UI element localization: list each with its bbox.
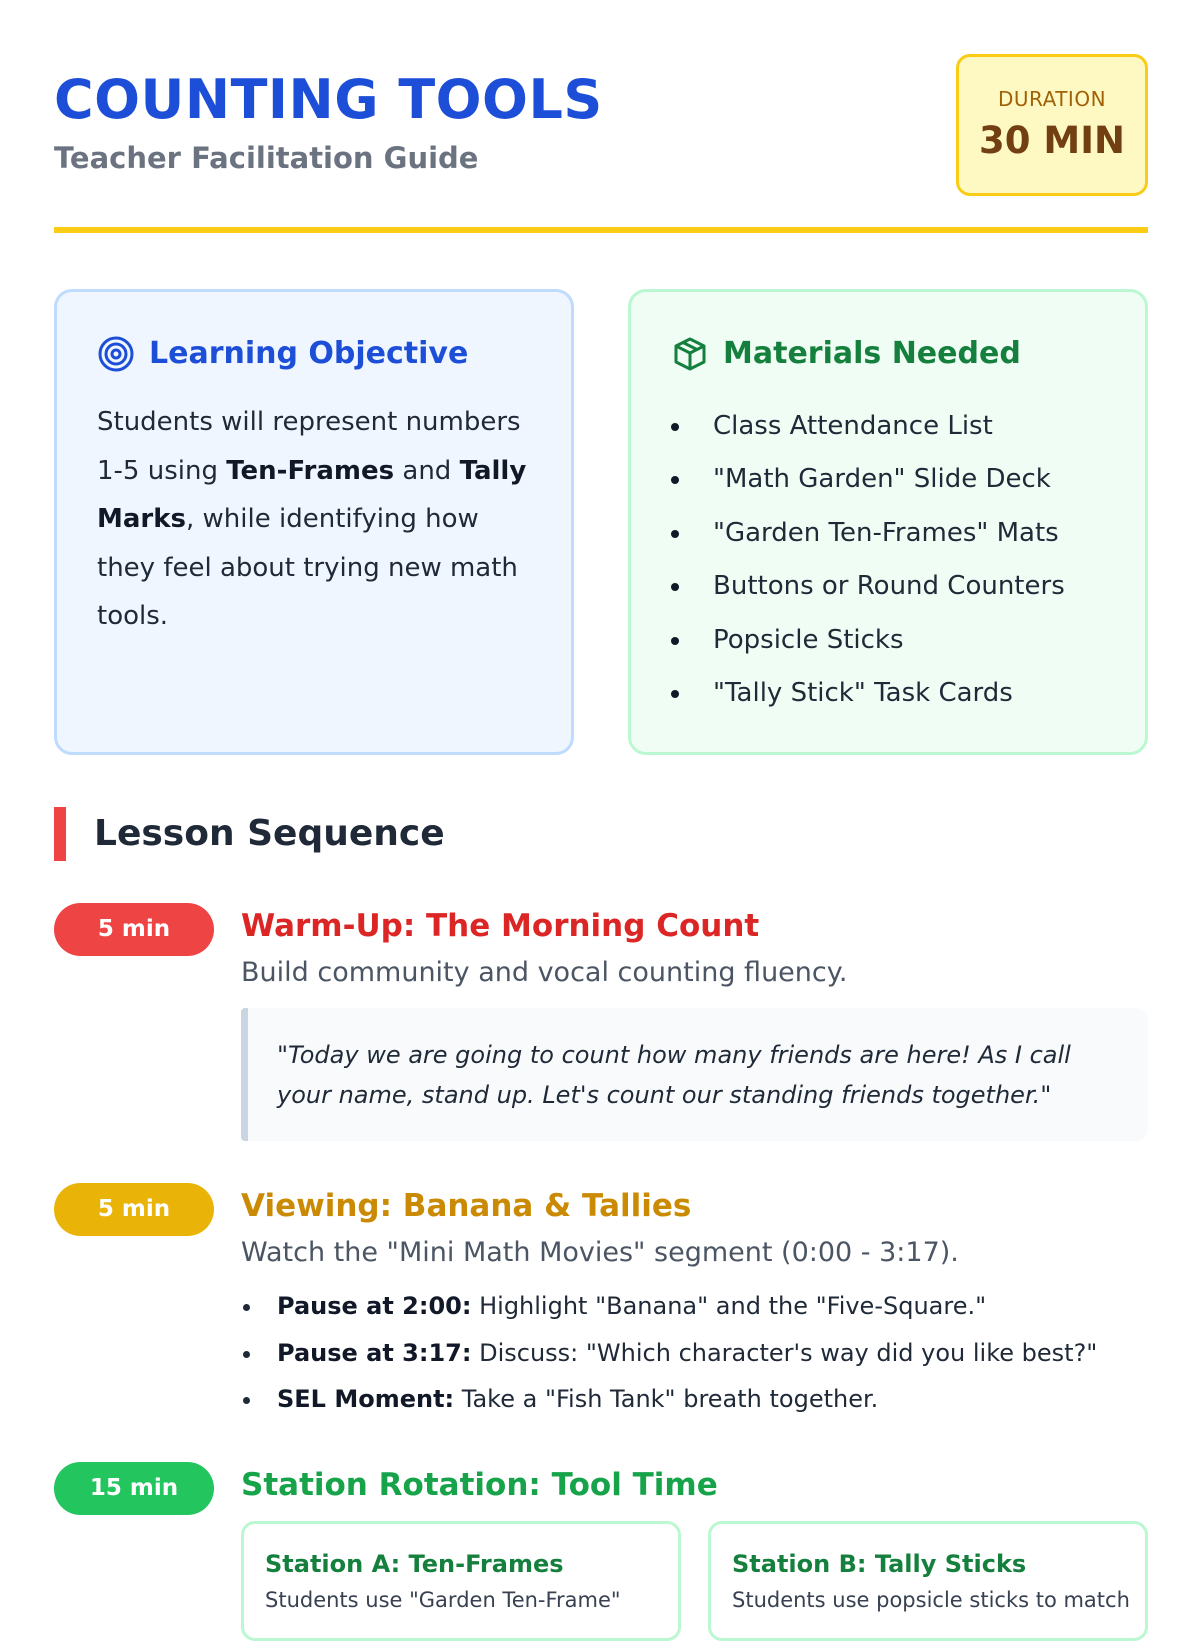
duration-label: DURATION bbox=[997, 87, 1107, 111]
lesson-page bbox=[54, 0, 1148, 1612]
duration-badge bbox=[956, 54, 1148, 196]
teacher-script-quote bbox=[241, 1008, 1148, 1141]
station-a-card bbox=[241, 1521, 681, 1641]
step-description: Watch the "Mini Math Movies" segment (0:00 - 3:17). bbox=[241, 1237, 959, 1268]
station-text: Students use "Garden Ten-Frame" bbox=[265, 1588, 621, 1612]
viewing-points-list bbox=[241, 1283, 1097, 1423]
page-subtitle: Teacher Facilitation Guide bbox=[54, 141, 479, 175]
time-badge: 5 min bbox=[54, 1183, 214, 1236]
station-b-card bbox=[708, 1521, 1148, 1641]
materials-header bbox=[671, 332, 1021, 376]
learning-objective-heading: Learning Objective bbox=[149, 336, 469, 371]
step-title: Station Rotation: Tool Time bbox=[241, 1467, 718, 1503]
list-item: Class Attendance List bbox=[671, 400, 1065, 453]
ten-frames-term: Ten-Frames bbox=[226, 455, 395, 486]
list-item: Pause at 2:00: Highlight "Banana" and the "Five-Square." bbox=[241, 1283, 1097, 1330]
package-icon bbox=[671, 335, 709, 373]
list-item: SEL Moment: Take a "Fish Tank" breath together. bbox=[241, 1376, 1097, 1423]
page-title: COUNTING TOOLS bbox=[54, 68, 603, 131]
header-divider bbox=[54, 227, 1148, 233]
lesson-sequence-heading: Lesson Sequence bbox=[94, 813, 445, 854]
materials-heading: Materials Needed bbox=[723, 336, 1021, 371]
step-title: Warm-Up: The Morning Count bbox=[241, 908, 760, 944]
quote-text: "Today we are going to count how many friends are here! As I call your name, stand up. Let's count our standing friends together." bbox=[277, 1041, 1071, 1109]
station-title: Station A: Ten-Frames bbox=[265, 1550, 564, 1578]
list-item: Pause at 3:17: Discuss: "Which character's way did you like best?" bbox=[241, 1330, 1097, 1377]
tally-marks-term: Tally Marks bbox=[97, 455, 527, 534]
list-item: "Garden Ten-Frames" Mats bbox=[671, 507, 1065, 560]
learning-objective-text: Students will represent numbers 1-5 using Ten-Frames and Tally Marks, while identifying how they feel about trying new math tools. bbox=[97, 407, 527, 631]
section-accent-bar bbox=[54, 807, 66, 861]
materials-card bbox=[628, 289, 1148, 755]
step-title: Viewing: Banana & Tallies bbox=[241, 1188, 692, 1224]
step-description: Build community and vocal counting fluency. bbox=[241, 957, 848, 988]
target-icon bbox=[97, 335, 135, 373]
list-item: Buttons or Round Counters bbox=[671, 560, 1065, 613]
time-badge: 5 min bbox=[54, 903, 214, 956]
page-header bbox=[54, 50, 1148, 200]
list-item: Popsicle Sticks bbox=[671, 614, 1065, 667]
duration-value: 30 MIN bbox=[979, 119, 1125, 162]
list-item: "Math Garden" Slide Deck bbox=[671, 453, 1065, 506]
time-badge: 15 min bbox=[54, 1462, 214, 1515]
learning-objective-header bbox=[97, 332, 468, 376]
list-item: "Tally Stick" Task Cards bbox=[671, 667, 1065, 720]
learning-objective-card bbox=[54, 289, 574, 755]
station-text: Students use popsicle sticks to match bbox=[732, 1588, 1130, 1612]
materials-list bbox=[671, 400, 1065, 720]
station-title: Station B: Tally Sticks bbox=[732, 1550, 1027, 1578]
